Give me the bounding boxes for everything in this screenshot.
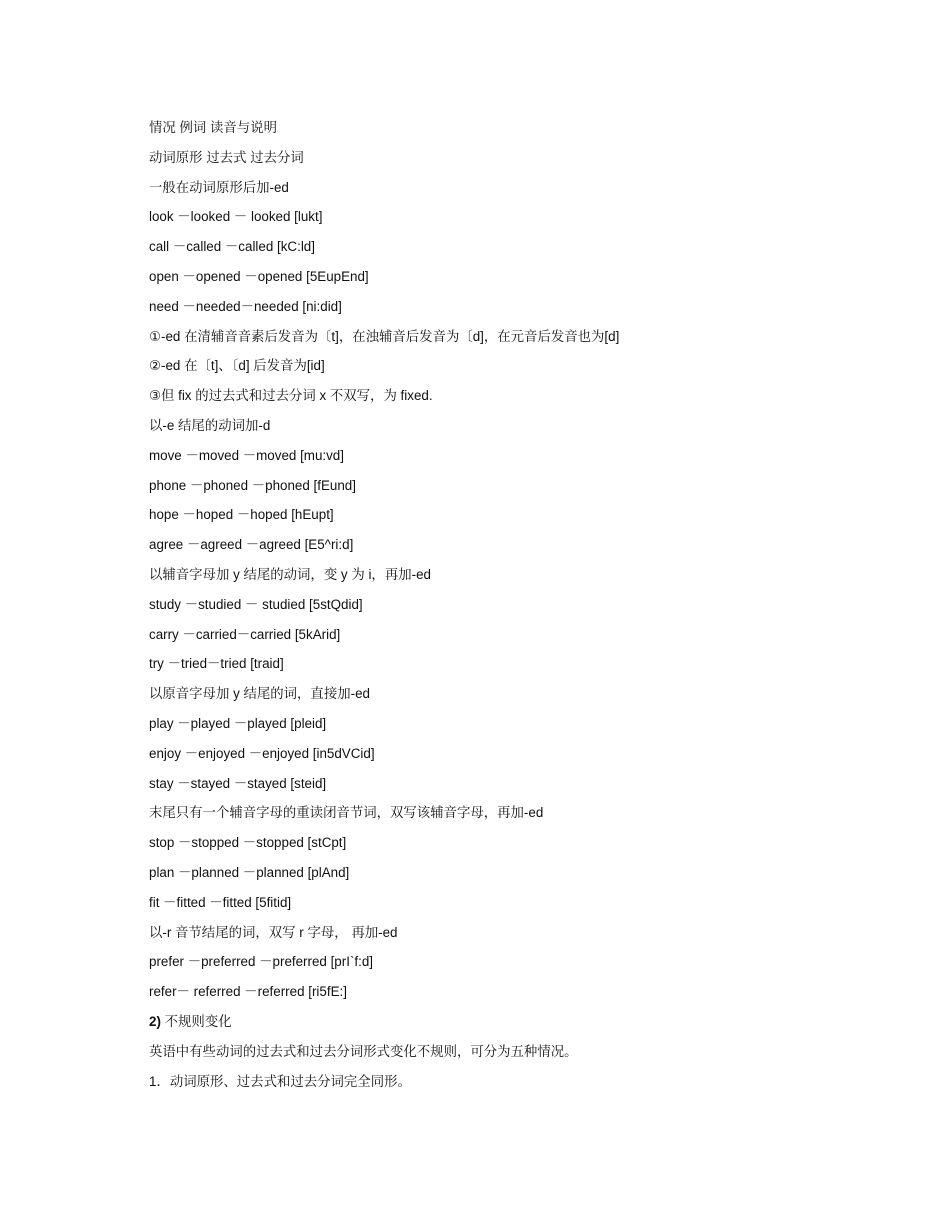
example-line: hope －hoped －hoped [hEupt] — [149, 507, 334, 523]
rule-heading: 一般在动词原形后加-ed — [149, 179, 289, 195]
example-line: open －opened －opened [5EupEnd] — [149, 268, 369, 284]
example-line: look －looked － looked [lukt] — [149, 209, 323, 225]
example-line: agree －agreed －agreed [E5^ri:d] — [149, 537, 354, 553]
note-line: ①-ed 在清辅音音素后发音为〔t]，在浊辅音后发音为〔d]，在元音后发音也为[d] — [149, 328, 620, 344]
paragraph-line: 英语中有些动词的过去式和过去分词形式变化不规则，可分为五种情况。 — [149, 1043, 578, 1059]
example-line: enjoy －enjoyed －enjoyed [in5dVCid] — [149, 745, 375, 761]
table-header-line: 情况 例词 读音与说明 — [149, 120, 277, 135]
example-line: need －needed－needed [ni:did] — [149, 298, 342, 314]
example-line: carry －carried－carried [5kArid] — [149, 626, 341, 642]
example-line: try －tried－tried [traid] — [149, 656, 284, 672]
note-line: ②-ed 在〔t]、〔d] 后发音为[id] — [149, 358, 325, 374]
example-line: fit －fitted －fitted [5fitid] — [149, 894, 292, 910]
example-line: phone －phoned －phoned [fEund] — [149, 477, 356, 493]
rule-heading: 以辅音字母加 y 结尾的动词，变 y 为 i，再加-ed — [149, 566, 431, 582]
document-body — [149, 113, 889, 1096]
note-line: ③但 fix 的过去式和过去分词 x 不双写，为 fixed. — [149, 388, 433, 404]
example-line: move －moved －moved [mu:vd] — [149, 447, 344, 463]
section-heading — [149, 1007, 889, 1037]
section-number: 2) — [149, 1013, 161, 1029]
rule-heading: 末尾只有一个辅音字母的重读闭音节词，双写该辅音字母，再加-ed — [149, 805, 544, 821]
example-line: plan －planned －planned [plAnd] — [149, 864, 350, 880]
example-line: stay －stayed －stayed [steid] — [149, 775, 327, 791]
section-title: 不规则变化 — [160, 1013, 232, 1029]
example-line: study －studied － studied [5stQdid] — [149, 596, 363, 612]
rule-heading: 以原音字母加 y 结尾的词，直接加-ed — [149, 686, 370, 702]
rule-heading: 以-r 音节结尾的词，双写 r 字母， 再加-ed — [149, 924, 398, 940]
example-line: play －played －played [pleid] — [149, 715, 327, 731]
rule-heading: 以-e 结尾的动词加-d — [149, 417, 271, 433]
column-labels-line: 动词原形 过去式 过去分词 — [149, 149, 304, 165]
list-item: 1．动词原形、过去式和过去分词完全同形。 — [149, 1073, 411, 1089]
example-line: stop －stopped －stopped [stCpt] — [149, 835, 347, 851]
example-line: call －called －called [kC:ld] — [149, 239, 315, 255]
example-line: prefer －preferred －preferred [prI`f:d] — [149, 954, 374, 970]
example-line: refer－ referred －referred [ri5fE:] — [149, 984, 347, 1000]
